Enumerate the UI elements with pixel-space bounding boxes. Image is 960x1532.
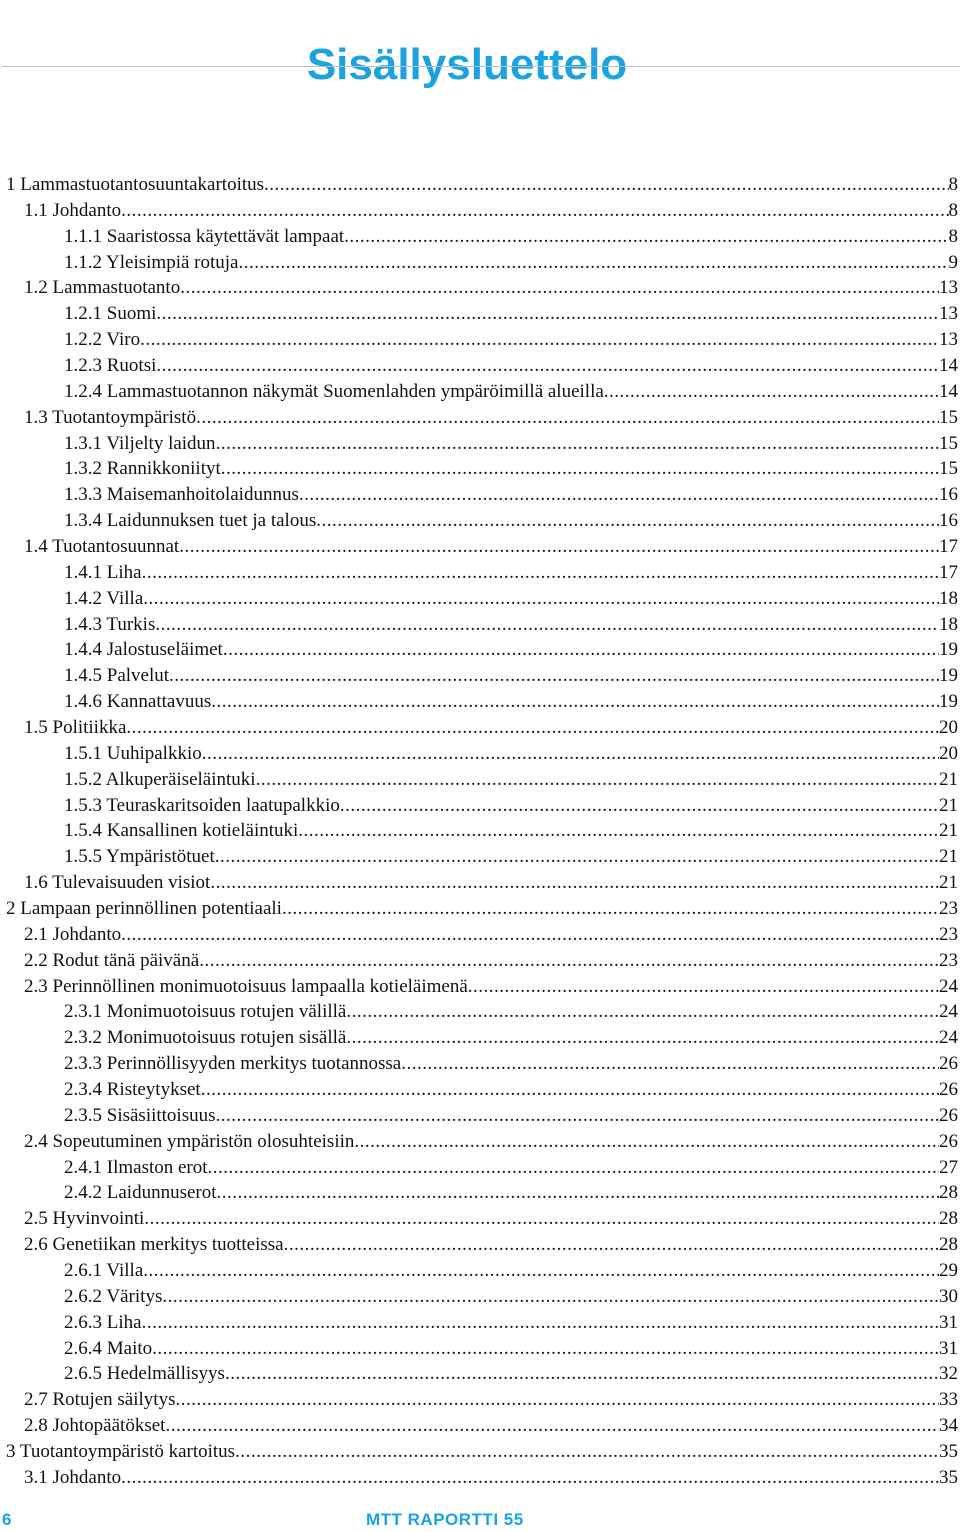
toc-entry[interactable]: [0, 1077, 958, 1103]
toc-entry[interactable]: [0, 1025, 958, 1051]
toc-entry-page: 21: [939, 872, 958, 894]
toc-entry[interactable]: [0, 1232, 958, 1258]
toc-leader-dots: [179, 536, 939, 558]
toc-entry-page: 18: [939, 587, 958, 609]
toc-entry[interactable]: [0, 637, 958, 663]
toc-entry-title: 1.5.4 Kansallinen kotieläintuki: [64, 820, 299, 842]
toc-entry-page: 26: [939, 1104, 958, 1126]
toc-entry-title: 2.3.5 Sisäsiittoisuus: [64, 1104, 216, 1126]
toc-entry[interactable]: [0, 1413, 958, 1439]
toc-entry[interactable]: [0, 1336, 958, 1362]
toc-entry[interactable]: [0, 663, 958, 689]
toc-leader-dots: [216, 433, 939, 455]
toc-entry[interactable]: [0, 1439, 958, 1465]
toc-entry[interactable]: [0, 1181, 958, 1207]
toc-entry[interactable]: [0, 1103, 958, 1129]
toc-entry[interactable]: [0, 1465, 958, 1491]
toc-entry-title: 2.3 Perinnöllinen monimuotoisuus lampaalla kotieläimenä: [24, 975, 468, 997]
toc-entry-page: 9: [948, 251, 958, 273]
toc-leader-dots: [121, 1467, 939, 1489]
toc-leader-dots: [223, 639, 939, 661]
toc-leader-dots: [152, 1338, 939, 1360]
toc-entry-page: 23: [939, 897, 958, 919]
toc-leader-dots: [165, 1415, 939, 1437]
toc-entry-page: 21: [939, 820, 958, 842]
toc-entry[interactable]: [0, 1310, 958, 1336]
toc-entry-title: 2.4.1 Ilmaston erot: [64, 1156, 208, 1178]
toc-entry-title: 1.6 Tulevaisuuden visiot: [24, 872, 211, 894]
toc-leader-dots: [140, 329, 939, 351]
toc-entry-page: 31: [939, 1337, 958, 1359]
toc-entry-title: 2.3.3 Perinnöllisyyden merkitys tuotannossa: [64, 1053, 402, 1075]
toc-leader-dots: [211, 691, 939, 713]
toc-entry-title: 1.2.3 Ruotsi: [64, 354, 157, 376]
toc-entry-page: 28: [939, 1182, 958, 1204]
toc-entry[interactable]: [0, 1000, 958, 1026]
toc-entry[interactable]: [0, 301, 958, 327]
toc-leader-dots: [264, 174, 948, 196]
toc-entry[interactable]: [0, 767, 958, 793]
toc-leader-dots: [216, 1105, 940, 1127]
toc-entry-title: 2.6.2 Väritys: [64, 1285, 163, 1307]
toc-entry-page: 18: [939, 613, 958, 635]
toc-leader-dots: [126, 717, 939, 739]
toc-entry-page: 19: [939, 639, 958, 661]
toc-entry-title: 2.6.4 Maito: [64, 1337, 153, 1359]
toc-entry-page: 14: [939, 380, 958, 402]
toc-entry[interactable]: [0, 974, 958, 1000]
toc-entry-title: 1.5.2 Alkuperäiseläintuki: [64, 768, 256, 790]
toc-entry-page: 21: [939, 794, 958, 816]
toc-entry-page: 17: [939, 561, 958, 583]
toc-entry-title: 1.3.1 Viljelty laidun: [64, 432, 216, 454]
toc-entry-title: 2.6 Genetiikan merkitys tuotteissa: [24, 1234, 284, 1256]
toc-entry-page: 16: [939, 510, 958, 532]
toc-entry-page: 13: [939, 303, 958, 325]
toc-leader-dots: [142, 562, 939, 584]
toc-entry-title: 1.4.3 Turkis: [64, 613, 156, 635]
toc-leader-dots: [235, 1441, 939, 1463]
toc-entry[interactable]: [0, 431, 958, 457]
toc-leader-dots: [215, 846, 939, 868]
toc-entry-title: 2.5 Hyvinvointi: [24, 1208, 145, 1230]
toc-entry-title: 2.4 Sopeutuminen ympäristön olosuhteisiin: [24, 1130, 355, 1152]
toc-entry-page: 20: [939, 716, 958, 738]
toc-entry-title: 1.5.3 Teuraskaritsoiden laatupalkkio: [64, 794, 340, 816]
toc-entry-title: 1.2.4 Lammastuotannon näkymät Suomenlahden ympäröimillä alueilla: [64, 380, 604, 402]
toc-entry-page: 13: [939, 277, 958, 299]
toc-entry-title: 1.5.1 Uuhipalkkio: [64, 742, 202, 764]
toc-entry-page: 8: [948, 199, 958, 221]
toc-entry-title: 1.1.2 Yleisimpiä rotuja: [64, 251, 239, 273]
toc-entry-page: 8: [948, 225, 958, 247]
toc-entry-page: 27: [939, 1156, 958, 1178]
toc-entry[interactable]: [0, 405, 958, 431]
toc-entry[interactable]: [0, 922, 958, 948]
toc-entry[interactable]: [0, 250, 958, 276]
toc-leader-dots: [144, 1208, 939, 1230]
toc-entry-page: 26: [939, 1053, 958, 1075]
toc-leader-dots: [121, 924, 939, 946]
toc-entry-title: 2 Lampaan perinnöllinen potentiaali: [6, 897, 282, 919]
toc-entry[interactable]: [0, 508, 958, 534]
toc-entry-page: 28: [939, 1208, 958, 1230]
toc-leader-dots: [155, 614, 939, 636]
toc-leader-dots: [156, 303, 939, 325]
toc-leader-dots: [401, 1053, 939, 1075]
toc-entry-page: 24: [939, 1001, 958, 1023]
toc-entry-page: 15: [939, 458, 958, 480]
toc-entry-title: 2.4.2 Laidunnuserot: [64, 1182, 217, 1204]
toc-entry-title: 1.1.1 Saaristossa käytettävät lampaat: [64, 225, 345, 247]
toc-entry-page: 29: [939, 1260, 958, 1282]
toc-entry[interactable]: [0, 689, 958, 715]
toc-entry-title: 1.4.2 Villa: [64, 587, 144, 609]
toc-entry[interactable]: [0, 870, 958, 896]
toc-leader-dots: [316, 510, 939, 532]
toc-entry[interactable]: [0, 741, 958, 767]
toc-entry[interactable]: [0, 456, 958, 482]
toc-leader-dots: [175, 1389, 939, 1411]
toc-entry-title: 1.1 Johdanto: [24, 199, 122, 221]
toc-entry-page: 28: [939, 1234, 958, 1256]
toc-entry[interactable]: [0, 818, 958, 844]
toc-entry-title: 1.4.4 Jalostuseläimet: [64, 639, 223, 661]
toc-entry-title: 2.3.4 Risteytykset: [64, 1079, 201, 1100]
toc-leader-dots: [256, 769, 939, 791]
toc-entry-title: 2.3.2 Monimuotoisuus rotujen sisällä: [64, 1027, 347, 1049]
toc-entry-page: 8: [948, 173, 958, 195]
toc-entry-page: 30: [939, 1285, 958, 1307]
toc-entry[interactable]: [0, 1258, 958, 1284]
toc-entry-title: 2.6.3 Liha: [64, 1311, 142, 1333]
toc-entry[interactable]: [0, 1129, 958, 1155]
toc-entry[interactable]: [0, 172, 958, 198]
toc-leader-dots: [299, 484, 939, 506]
toc-entry-title: 2.6.5 Hedelmällisyys: [64, 1363, 225, 1385]
toc-entry[interactable]: [0, 948, 958, 974]
toc-entry-page: 21: [939, 846, 958, 868]
toc-entry[interactable]: [0, 353, 958, 379]
toc-entry[interactable]: [0, 586, 958, 612]
toc-entry-title: 2.2 Rodut tänä päivänä: [24, 949, 200, 971]
toc-entry-title: 1.4 Tuotantosuunnat: [24, 535, 180, 557]
toc-entry-page: 35: [939, 1441, 958, 1463]
toc-entry-page: 20: [939, 742, 958, 764]
toc-entry-page: 33: [939, 1389, 958, 1411]
toc-entry-title: 2.8 Johtopäätökset: [24, 1415, 166, 1437]
toc-entry[interactable]: [0, 482, 958, 508]
toc-entry[interactable]: [0, 1051, 958, 1077]
toc-entry-title: 1.4.5 Palvelut: [64, 665, 170, 687]
toc-leader-dots: [221, 458, 939, 480]
toc-entry[interactable]: [0, 379, 958, 405]
toc-leader-dots: [298, 820, 939, 842]
toc-entry[interactable]: [0, 1387, 958, 1413]
toc-leader-dots: [143, 588, 939, 610]
toc-entry-page: 15: [939, 432, 958, 454]
title-divider: [2, 66, 960, 67]
toc-leader-dots: [180, 277, 939, 299]
toc-entry-title: 1.3.4 Laidunnuksen tuet ja talous: [64, 510, 317, 532]
toc-entry[interactable]: [0, 1284, 958, 1310]
toc-leader-dots: [282, 898, 939, 920]
toc-entry-page: 35: [939, 1466, 958, 1488]
toc-entry-title: 1.3 Tuotantoympäristö: [24, 406, 197, 428]
toc-leader-dots: [202, 743, 939, 765]
toc-entry-page: 24: [939, 1027, 958, 1049]
toc-entry-title: 2.1 Johdanto: [24, 923, 122, 945]
toc-entry-page: 19: [939, 665, 958, 687]
toc-entry[interactable]: [0, 534, 958, 560]
toc-entry-title: 1.3.3 Maisemanhoitolaidunnus: [64, 484, 299, 506]
toc-leader-dots: [156, 355, 939, 377]
toc-entry[interactable]: [0, 198, 958, 224]
toc-entry-title: 2.6.1 Villa: [64, 1260, 144, 1282]
toc-entry-page: 14: [939, 354, 958, 376]
toc-leader-dots: [239, 252, 949, 274]
toc-entry-page: 21: [939, 768, 958, 790]
toc-entry[interactable]: [0, 275, 958, 301]
toc-entry-title: 1.5 Politiikka: [24, 716, 127, 738]
toc-entry-page: 34: [939, 1415, 958, 1437]
toc-entry[interactable]: [0, 844, 958, 870]
toc-entry-title: 3.1 Johdanto: [24, 1466, 122, 1488]
toc-entry[interactable]: [0, 715, 958, 741]
toc-entry-title: 1.4.6 Kannattavuus: [64, 691, 212, 713]
toc-entry-page: 23: [939, 949, 958, 971]
toc-leader-dots: [468, 976, 939, 998]
toc-entry[interactable]: [0, 327, 958, 353]
toc-entry-title: 1.2.2 Viro: [64, 329, 141, 351]
toc-leader-dots: [340, 795, 939, 817]
toc-leader-dots: [169, 665, 939, 687]
toc-entry[interactable]: [0, 560, 958, 586]
toc-entry-title: 1.2 Lammastuotanto: [24, 277, 181, 299]
toc-leader-dots: [344, 226, 948, 248]
toc-leader-dots: [346, 1001, 939, 1023]
toc-entry-page: 16: [939, 484, 958, 506]
toc-entry-title: 2.3.1 Monimuotoisuus rotujen välillä: [64, 1001, 347, 1023]
toc-entry-page: 15: [939, 406, 958, 428]
toc-entry-title: 1.3.2 Rannikkoniityt: [64, 458, 221, 480]
toc-leader-dots: [201, 1079, 939, 1101]
toc-leader-dots: [346, 1027, 939, 1049]
toc-leader-dots: [354, 1131, 939, 1153]
toc-entry-page: 17: [939, 535, 958, 557]
toc-leader-dots: [208, 1157, 939, 1179]
toc-entry-page: 32: [939, 1363, 958, 1385]
toc-leader-dots: [162, 1286, 939, 1308]
toc-entry-page: 23: [939, 923, 958, 945]
table-of-contents: [0, 172, 958, 1491]
toc-entry-title: 1.2.1 Suomi: [64, 303, 157, 325]
toc-entry-page: 24: [939, 975, 958, 997]
toc-leader-dots: [199, 950, 939, 972]
toc-entry-title: 1.4.1 Liha: [64, 561, 142, 583]
toc-entry-page: 19: [939, 691, 958, 713]
toc-leader-dots: [284, 1234, 939, 1256]
toc-entry[interactable]: [0, 896, 958, 922]
toc-entry-title: 3 Tuotantoympäristö kartoitus: [6, 1441, 236, 1463]
toc-leader-dots: [604, 381, 939, 403]
toc-entry[interactable]: [0, 612, 958, 638]
page-number: 6: [2, 1510, 12, 1529]
toc-leader-dots: [225, 1363, 939, 1385]
toc-entry-page: 26: [939, 1130, 958, 1152]
toc-leader-dots: [143, 1260, 939, 1282]
toc-entry[interactable]: [0, 1155, 958, 1181]
toc-entry[interactable]: [0, 1206, 958, 1232]
publication-name: MTT RAPORTTI 55: [366, 1510, 524, 1529]
toc-entry-page: 31: [939, 1311, 958, 1333]
toc-leader-dots: [210, 872, 939, 894]
toc-entry-title: 1 Lammastuotantosuuntakartoitus: [6, 173, 265, 195]
toc-entry[interactable]: [0, 793, 958, 819]
toc-entry-page: 26: [939, 1079, 958, 1100]
toc-entry-title: 2.7 Rotujen säilytys: [24, 1389, 176, 1411]
toc-entry[interactable]: [0, 224, 958, 250]
toc-leader-dots: [121, 200, 948, 222]
toc-leader-dots: [142, 1312, 939, 1334]
toc-entry-title: 1.5.5 Ympäristötuet: [64, 846, 215, 868]
toc-leader-dots: [196, 407, 939, 429]
page-title: Sisällysluettelo: [306, 40, 628, 90]
toc-entry-page: 13: [939, 329, 958, 351]
toc-leader-dots: [217, 1182, 939, 1204]
toc-entry[interactable]: [0, 1362, 958, 1388]
